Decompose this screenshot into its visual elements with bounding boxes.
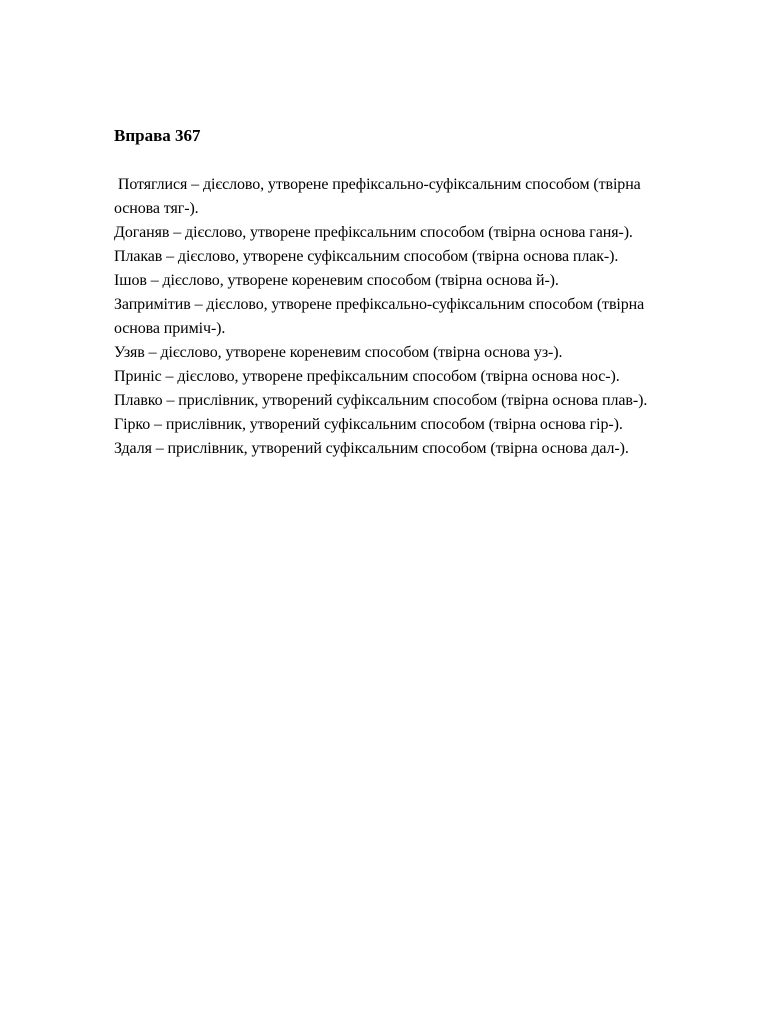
paragraph: Потяглися – дієслово, утворене префіксально-суфіксальним способом (твірна основа тяг-).	[114, 176, 645, 217]
paragraph: Приніс – дієслово, утворене префіксальним способом (твірна основа нос-).	[114, 368, 620, 385]
paragraph: Доганяв – дієслово, утворене префіксальним способом (твірна основа ганя-).	[114, 224, 633, 241]
paragraph: Здаля – прислівник, утворений суфіксальним способом (твірна основа дал-).	[114, 440, 629, 457]
document-body	[114, 173, 674, 461]
paragraph: Плавко – прислівник, утворений суфіксальним способом (твірна основа плав-).	[114, 392, 648, 409]
paragraph: Плакав – дієслово, утворене суфіксальним способом (твірна основа плак-).	[114, 248, 619, 265]
paragraph: Запримітив – дієслово, утворене префіксально-суфіксальним способом (твірна основа приміч-).	[114, 296, 645, 337]
page-title: Вправа 367	[114, 126, 201, 145]
paragraph: Гірко – прислівник, утворений суфіксальним способом (твірна основа гір-).	[114, 416, 623, 433]
paragraph: Узяв – дієслово, утворене кореневим способом (твірна основа уз-).	[114, 344, 563, 361]
paragraph: Ішов – дієслово, утворене кореневим способом (твірна основа й-).	[114, 272, 559, 289]
